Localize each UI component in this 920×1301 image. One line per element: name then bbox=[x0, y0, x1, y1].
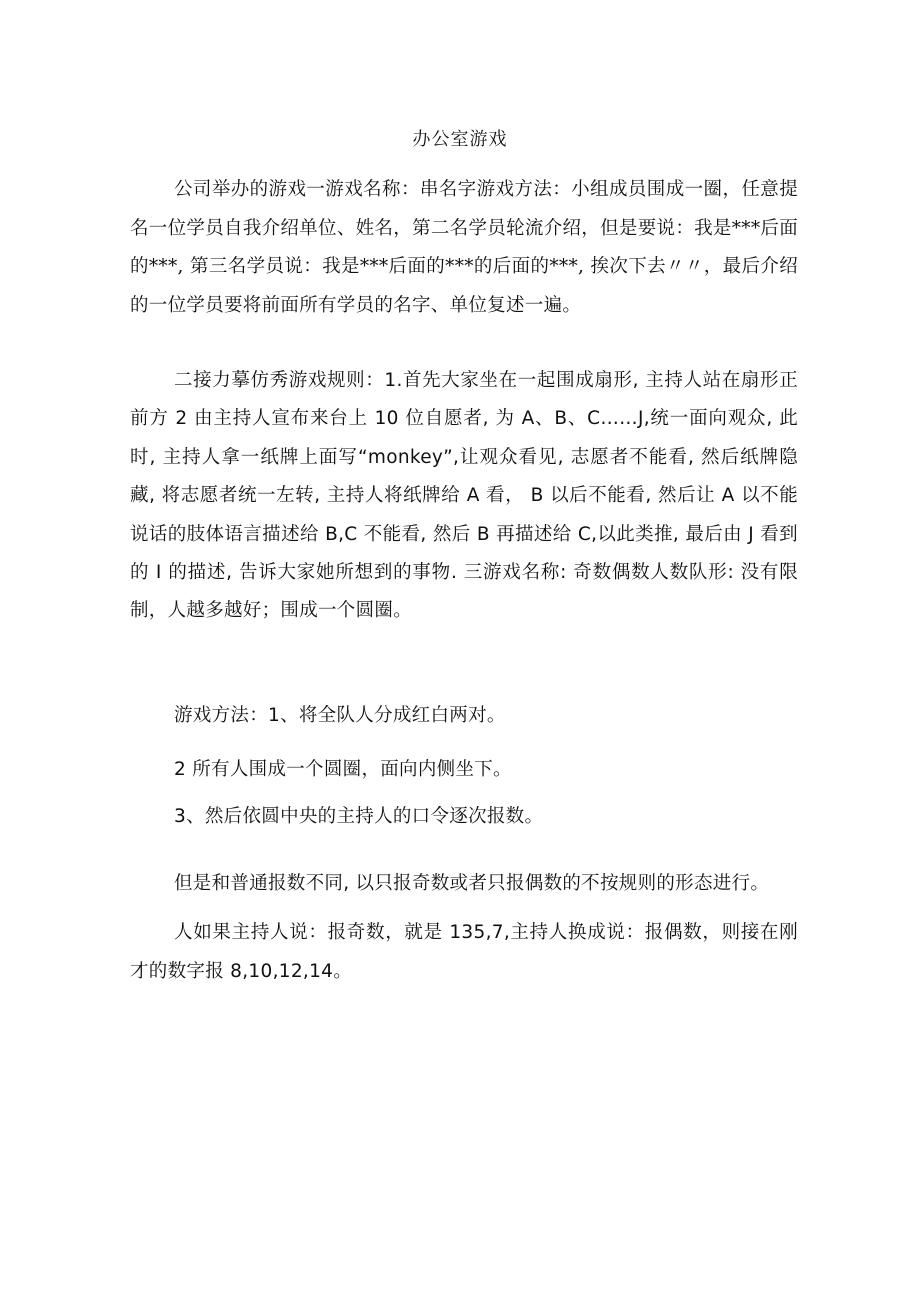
paragraph-name-chain-game: 公司举办的游戏一游戏名称：串名字游戏方法：小组成员围成一圈，任意提名一位学员自我介绍单位、姓名，第二名学员轮流介绍，但是要说：我是***后面的***, 第三名学员说：我是***后面的***的后面的***, 挨次下去〃〃，最后介绍的一位学员要将前面所有学员的名字、单位复述一遍。 bbox=[130, 179, 798, 316]
paragraph-counting-rule: 但是和普通报数不同, 以只报奇数或者只报偶数的不按规则的形态进行。 bbox=[174, 873, 770, 894]
paragraph-counting-example: 人如果主持人说：报奇数，就是 135,7,主持人换成说：报偶数，则接在刚才的数字报 8,10,12,14。 bbox=[130, 922, 798, 982]
paragraph-game-method-step-1: 游戏方法：1、将全队人分成红白两对。 bbox=[174, 705, 506, 726]
document-title: 办公室游戏 bbox=[412, 129, 508, 150]
paragraph-game-method-step-3: 3、然后依圆中央的主持人的口令逐次报数。 bbox=[174, 806, 544, 827]
paragraph-relay-imitation-game: 二接力摹仿秀游戏规则：1.首先大家坐在一起围成扇形, 主持人站在扇形正前方 2 由主持人宣布来台上 10 位自愿者, 为 A、B、C……J,统一面向观众, 此时, 主持人拿一纸牌上面写“monkey”,让观众看见, 志愿者不能看, 然后纸牌隐藏, 将志愿者统一左转, 主持人将纸牌给 A 看， B 以后不能看, 然后让 A 以不能说话的肢体语言描述给 B,C 不能看, 然后 B 再描述给 C,以此类推, 最后由 J 看到的 I 的描述, 告诉大家她所想到的事物. 三游戏名称: 奇数偶数人数队形: 没有限制，人越多越好；围成一个圆圈。 bbox=[130, 370, 798, 622]
paragraph-game-method-step-2: 2 所有人围成一个圆圈，面向内侧坐下。 bbox=[174, 759, 512, 780]
